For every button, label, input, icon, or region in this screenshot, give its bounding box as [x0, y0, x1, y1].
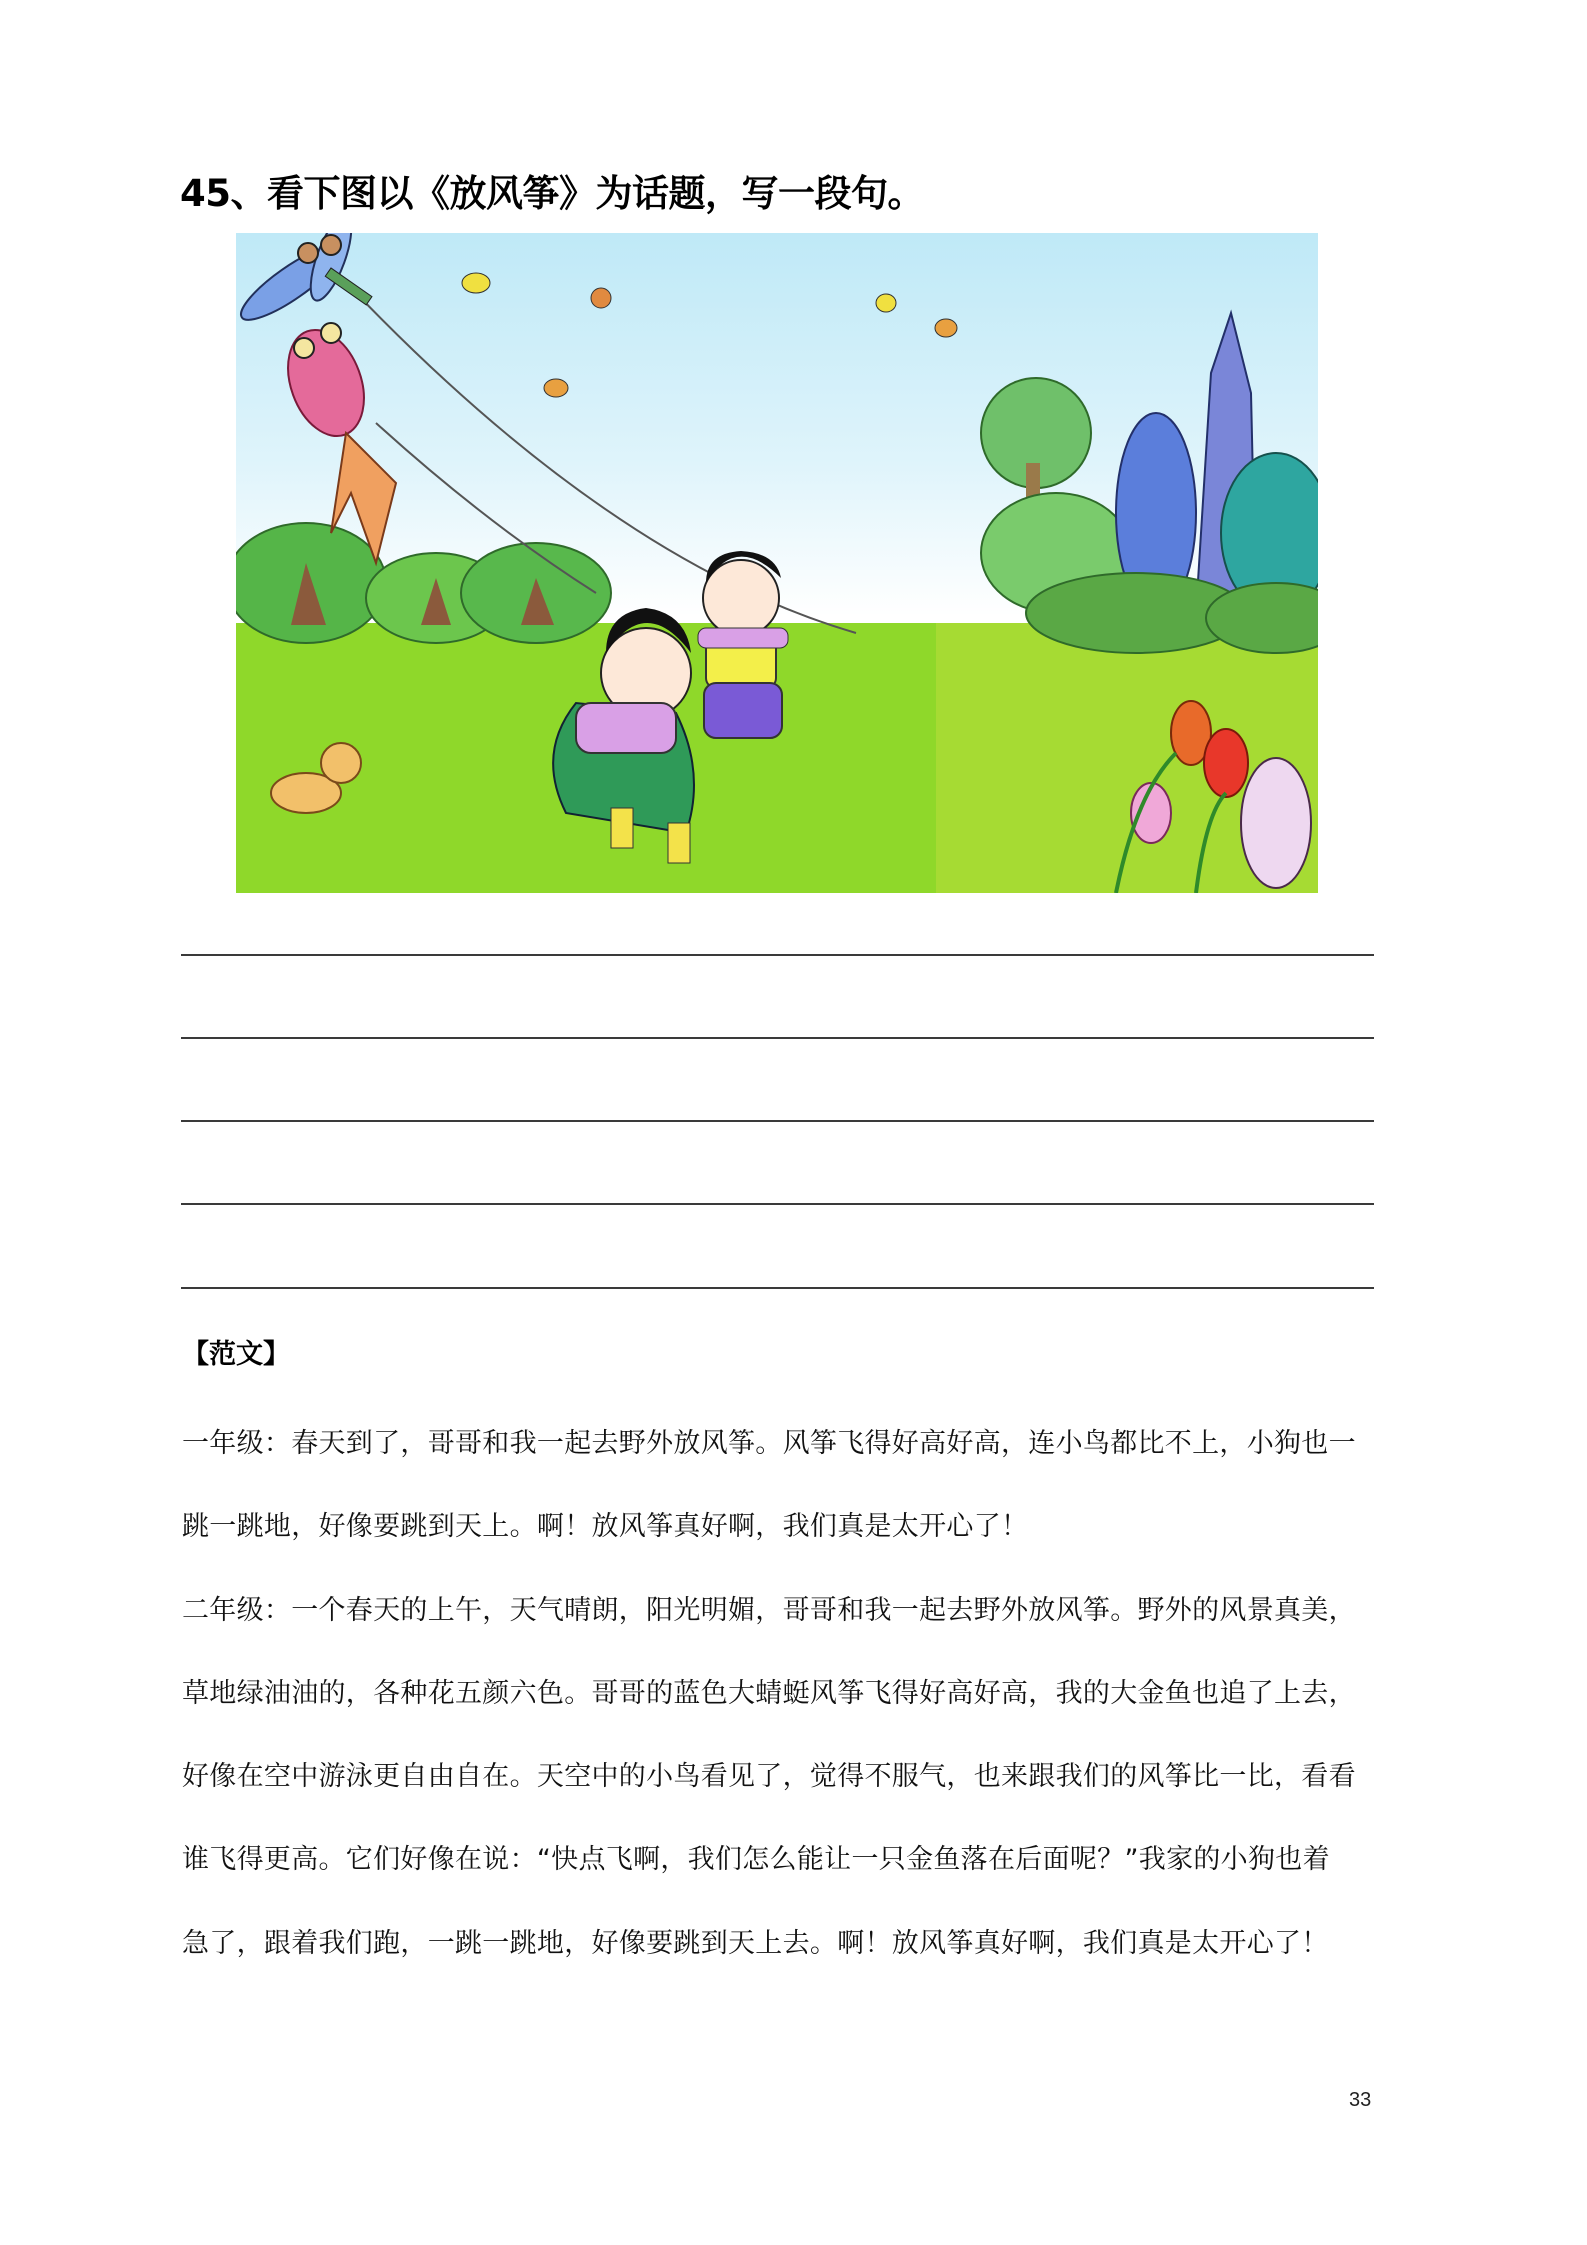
essay-line: 好像在空中游泳更自由自在。天空中的小鸟看见了，觉得不服气，也来跟我们的风筝比一比，看看 — [182, 1761, 1356, 1793]
essay-line: 谁飞得更高。它们好像在说：“快点飞啊，我们怎么能让一只金鱼落在后面呢？”我家的小狗也着 — [182, 1844, 1330, 1876]
answer-line-4[interactable] — [181, 1203, 1374, 1205]
answer-line-5[interactable] — [181, 1287, 1374, 1289]
answer-line-3[interactable] — [181, 1120, 1374, 1122]
essay-line: 二年级：一个春天的上午，天气晴朗，阳光明媚，哥哥和我一起去野外放风筝。野外的风景真美， — [182, 1594, 1356, 1626]
question-title: 45、看下图以《放风筝》为话题，写一段句。 — [180, 172, 924, 215]
essay-line: 草地绿油油的，各种花五颜六色。哥哥的蓝色大蜻蜓风筝飞得好高好高，我的大金鱼也追了上去， — [182, 1677, 1356, 1709]
boy-figure — [698, 551, 788, 738]
essay-line: 急了，跟着我们跑，一跳一跳地，好像要跳到天上去。啊！放风筝真好啊，我们真是太开心了！ — [182, 1927, 1329, 1959]
answer-line-2[interactable] — [181, 1037, 1374, 1039]
illustration-graphic — [236, 233, 1318, 893]
kite-flying-illustration — [236, 233, 1318, 893]
dragonfly-kite — [236, 233, 372, 331]
page-number: 33 — [1349, 2089, 1372, 2111]
trees-right — [981, 313, 1318, 653]
essay-line: 一年级：春天到了，哥哥和我一起去野外放风筝。风筝飞得好高好高，连小鸟都比不上，小狗也一 — [182, 1428, 1356, 1459]
sample-essay — [182, 1402, 1382, 1985]
essay-line: 跳一跳地，好像要跳到天上。啊！放风筝真好啊，我们真是太开心了！ — [182, 1511, 1029, 1543]
birds — [462, 273, 957, 397]
bushes-left — [236, 523, 611, 643]
sample-essay-label: 【范文】 — [182, 1339, 290, 1370]
answer-line-1[interactable] — [181, 954, 1374, 956]
